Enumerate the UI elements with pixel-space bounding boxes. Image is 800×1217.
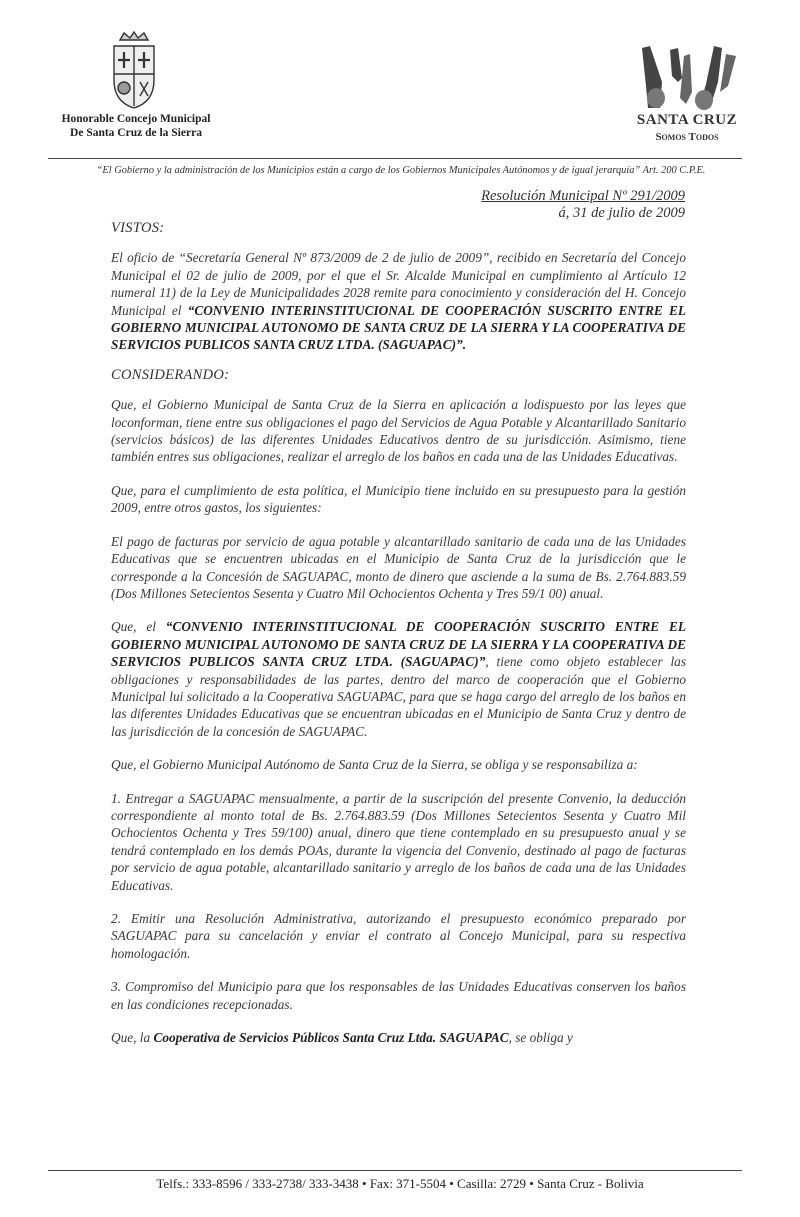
p4-end: , tiene como objeto establecer las obligaciones y responsabilidades de las partes, dentro del marco de cooperación que el Gobierno Municipal lui solicitado a la Cooperativa SAGUAPAC, para que se haga cargo del arreglo de los baños en las diferentes Unidades Educativas que se encuentran ubicadas en el Municipio de Santa Cruz y dentro de las jurisdicción de la concesión de SAGUAPAC. (111, 654, 686, 739)
obligation-item-3: 3. Compromiso del Municipio para que los responsables de las Unidades Educativas conserven los baños en las condiciones recepcionadas. (111, 979, 686, 1012)
brand-title: SANTA CRUZ (636, 112, 738, 128)
header-divider (48, 158, 742, 159)
considerando-paragraph-1: Que, el Gobierno Municipal de Santa Cruz de la Sierra en aplicación a lodispuesto por las leyes que loconforman, tiene entre sus obligaciones el pago del Servicios de Agua Potable y Alcantarillado Sanitario (servicios básicos) de las diferentes Unidades Educativos dentro de su jurisdicción. Asimismo, tiene también entres sus obligaciones, realizar el arreglo de los baños en cada una de las Unidades Educativas. (111, 397, 686, 465)
p6-end: , se obliga y (508, 1030, 573, 1046)
council-name (52, 112, 220, 140)
vistos-paragraph (111, 249, 686, 353)
footer-contact: Telfs.: 333-8596 / 333-2738/ 333-3438 • Fax: 371-5504 • Casilla: 2729 • Santa Cruz - Bolivia (156, 1176, 644, 1191)
vistos-heading: VISTOS: (111, 220, 165, 236)
constitution-quote: “El Gobierno y la administración de los Municipios están a cargo de los Gobiernos Municipales Autónomos y de igual jerarquía” Art. 200 C.P.E. (96, 165, 706, 176)
resolution-number: Resolución Municipal Nº 291/2009 (481, 188, 685, 204)
obligation-item-2: 2. Emitir una Resolución Administrativa, autorizando el presupuesto económico preparado por SAGUAPAC para su cancelación y enviar el contrato al Concejo Municipal, para su respectiva homologación. (111, 911, 686, 961)
considerando-paragraph-2: Que, para el cumplimiento de esta política, el Municipio tiene incluido en su presupuesto para la gestión 2009, entre otros gastos, los siguientes: (111, 482, 686, 516)
considerando-paragraph-4 (111, 618, 686, 740)
council-name-line-2: De Santa Cruz de la Sierra (70, 127, 202, 139)
p6-cooperative-name: Cooperativa de Servicios Públicos Santa Cruz Ltda. SAGUAPAC (153, 1030, 509, 1046)
document-body (111, 220, 686, 1046)
brand-slogan: Somos Todos (655, 131, 719, 143)
p4-start: Que, el (111, 619, 166, 635)
coat-of-arms-icon (106, 30, 162, 110)
considerando-paragraph-3: El pago de facturas por servicio de agua potable y alcantarillado sanitario de cada una de las Unidades Educativas que se encuentren ubicadas en el Municipio de Santa Cruz de la jurisdicción que le corresponde a la Concesión de SAGUAPAC, monto de dinero que asciende a la suma de Bs. 2.764.883.59 (Dos Millones Setecientos Sesenta y Cuatro Mil Ochocientos Ochenta y Tres 59/1 00) anual. (111, 533, 686, 601)
p6-start: Que, la (111, 1030, 154, 1046)
considerando-paragraph-5: Que, el Gobierno Municipal Autónomo de Santa Cruz de la Sierra, se obliga y se responsabiliza a: (111, 757, 638, 773)
considerando-heading: CONSIDERANDO: (111, 366, 230, 383)
resolution-date: á, 31 de julio de 2009 (558, 205, 685, 221)
vistos-agreement-title: “CONVENIO INTERINSTITUCIONAL DE COOPERACIÓN SUSCRITO ENTRE EL GOBIERNO MUNICIPAL AUTONOMO DE SANTA CRUZ DE LA SIERRA Y LA COOPERATIVA DE SERVICIOS PUBLICOS SANTA CRUZ LTDA. (SAGUAPAC)”. (111, 302, 687, 353)
footer-divider (48, 1170, 742, 1171)
council-name-line-1: Honorable Concejo Municipal (61, 113, 211, 125)
considerando-paragraph-6 (111, 1029, 686, 1046)
obligation-item-1: 1. Entregar a SAGUAPAC mensualmente, a partir de la suscripción del presente Convenio, la deducción correspondiente al monto total de Bs. 2.764.883.59 (Dos Millones Setecientos Sesenta y Cuatro Mil Ochocientos Ochenta y Tres 59/100) anual, dinero que tiene contemplado en su presupuesto anual y se tendrá contemplado en los demás POAs, durante la vigencia del Convenio, destinado al pago de facturas por servicio de agua potable, alcantarillado sanitario y arreglo de los baños de cada una de las Unidades Educativas. (111, 790, 686, 893)
p4-agreement-title: “CONVENIO INTERINSTITUCIONAL DE COOPERACIÓN SUSCRITO ENTRE EL GOBIERNO MUNICIPAL AUTONOMO DE SANTA CRUZ DE LA SIERRA Y LA COOPERATIVA DE SERVICIOS PUBLICOS SANTA CRUZ LTDA. (SAGUAPAC)” (111, 619, 686, 670)
vistos-text: El oficio de “Secretaría General Nº 873/2009 de 2 de julio de 2009”, recibido en Secretaría del Concejo Municipal el 02 de julio de 2009, por el que el Sr. Alcalde Municipal en cumplimiento al Artículo 12 numeral 11) de la Ley de Municipalidades 2028 remite para conocimiento y consideración del H. Concejo Municipal el (111, 250, 686, 318)
